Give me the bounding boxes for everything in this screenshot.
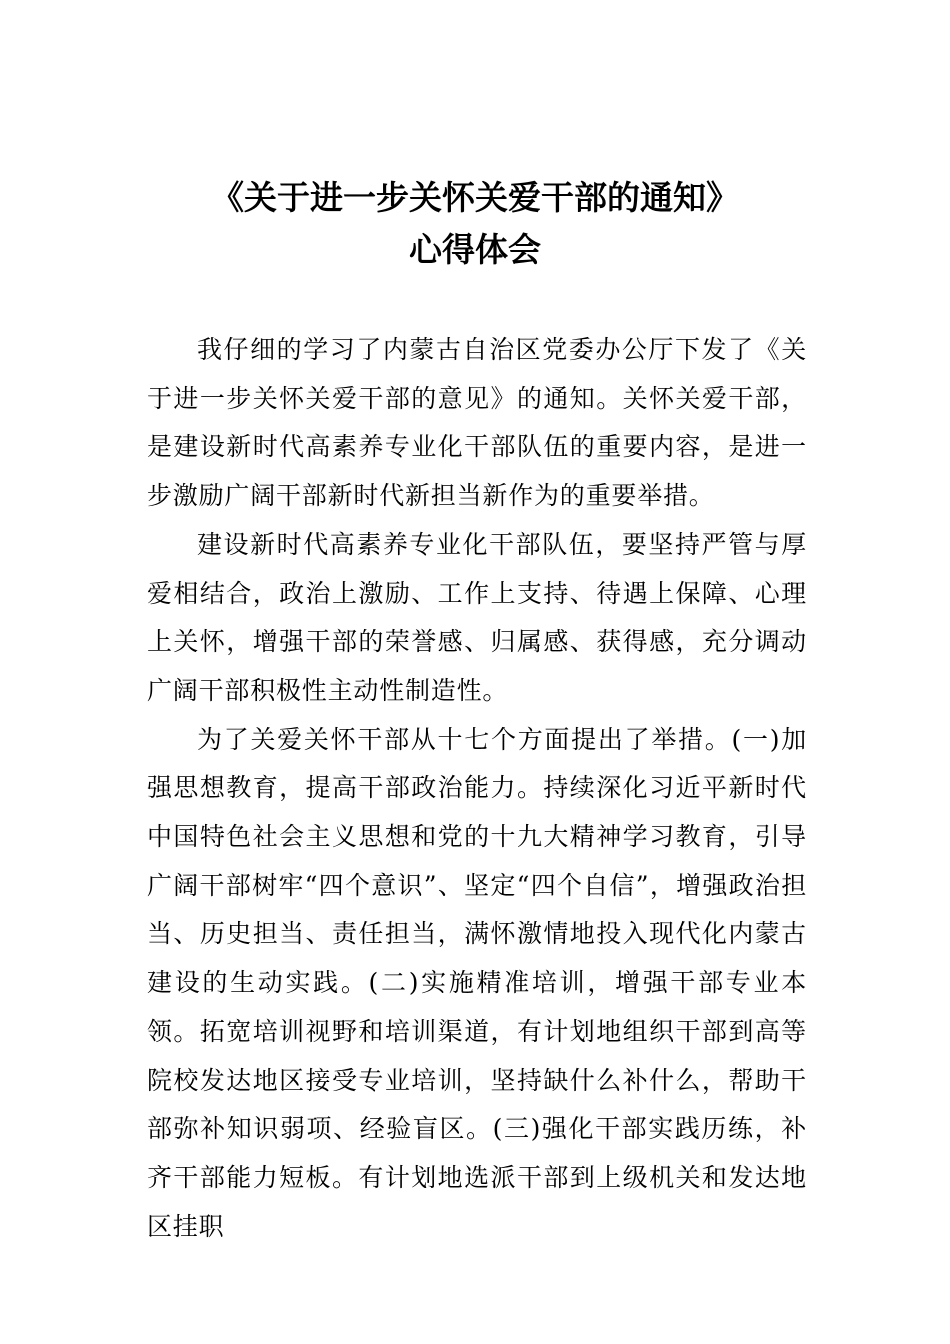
- paragraph-2: 建设新时代高素养专业化干部队伍，要坚持严管与厚爱相结合，政治上激励、工作上支持、待遇上保障、心理上关怀，增强干部的荣誉感、归属感、获得感，充分调动广阔干部积极性主动性制造性。: [147, 529, 807, 705]
- paragraph-3: 为了关爱关怀干部从十七个方面提出了举措。(一)加强思想教育，提高干部政治能力。持续深化习近平新时代中国特色社会主义思想和党的十九大精神学习教育，引导广阔干部树牢“四个意识”、坚定“四个自信”，增强政治担当、历史担当、责任担当，满怀激情地投入现代化内蒙古建设的生动实践。(二)实施精准培训，增强干部专业本领。拓宽培训视野和培训渠道，有计划地组织干部到高等院校发达地区接受专业培训，坚持缺什么补什么，帮助干部弥补知识弱项、经验盲区。(三)强化干部实践历练，补齐干部能力短板。有计划地选派干部到上级机关和发达地区挂职: [147, 724, 807, 1241]
- title-line-2: 心得体会: [409, 230, 541, 269]
- document-title: [0, 172, 950, 276]
- paragraph-1: 我仔细的学习了内蒙古自治区党委办公厅下发了《关于进一步关怀关爱干部的意见》的通知。关怀关爱干部，是建设新时代高素养专业化干部队伍的重要内容，是进一步激励广阔干部新时代新担当新作为的重要举措。: [147, 335, 807, 511]
- title-line-1: 《关于进一步关怀关爱干部的通知》: [211, 178, 739, 217]
- document-body: [147, 326, 807, 1251]
